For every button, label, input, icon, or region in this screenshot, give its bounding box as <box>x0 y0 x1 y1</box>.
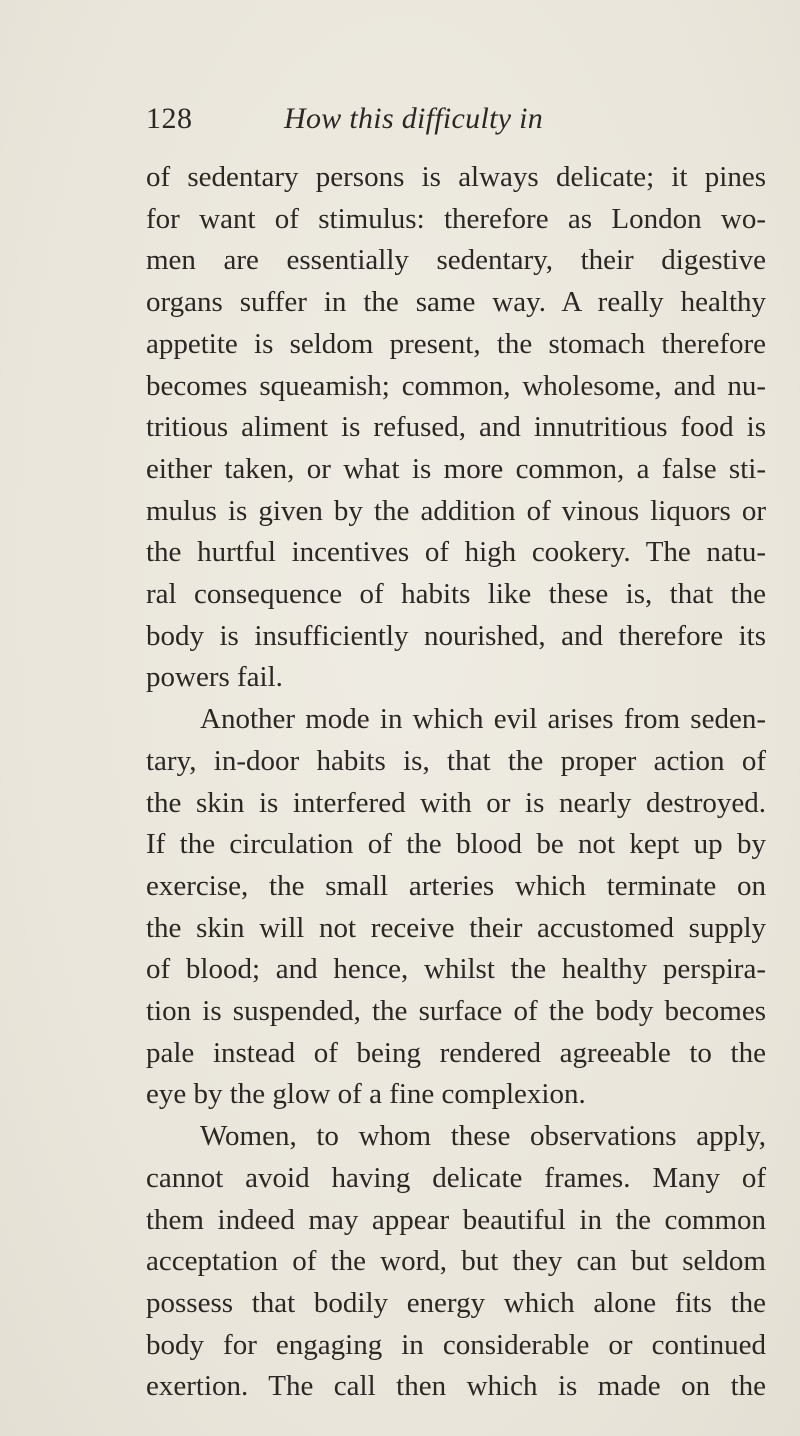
text-line: acceptation of the word, but they can but seldom <box>146 1245 766 1278</box>
text-line: appetite is seldom present, the stomach therefore <box>146 327 766 360</box>
text-line: ral consequence of habits like these is, that the <box>146 578 766 611</box>
text-line: the skin will not receive their accustomed supply <box>146 911 766 944</box>
text-line: eye by the glow of a fine complexion. <box>146 1078 586 1111</box>
text-line: exercise, the small arteries which terminate on <box>146 869 766 902</box>
text-line: cannot avoid having delicate frames. Many of <box>146 1161 766 1194</box>
text-line: them indeed may appear beautiful in the common <box>146 1203 766 1236</box>
body-text <box>146 157 766 1408</box>
text-line: If the circulation of the blood be not kept up by <box>146 828 766 861</box>
text-line: for want of stimulus: therefore as London wo- <box>146 202 766 235</box>
text-line: tritious aliment is refused, and innutritious food is <box>146 411 766 444</box>
text-line: mulus is given by the addition of vinous liquors or <box>146 494 766 527</box>
text-line: becomes squeamish; common, wholesome, and nu- <box>146 369 766 402</box>
text-line: body for engaging in considerable or continued <box>146 1328 766 1361</box>
text-line: of blood; and hence, whilst the healthy perspira- <box>146 953 766 986</box>
text-line: tion is suspended, the surface of the body becomes <box>146 995 766 1028</box>
text-line: body is insufficiently nourished, and therefore its <box>146 619 766 652</box>
text-line: pale instead of being rendered agreeable to the <box>146 1036 766 1069</box>
text-line: exertion. The call then which is made on the <box>146 1370 766 1403</box>
text-line: the skin is interfered with or is nearly destroyed. <box>146 786 766 819</box>
running-title: How this difficulty in <box>284 102 544 135</box>
text-line: powers fail. <box>146 661 283 694</box>
text-line: Another mode in which evil arises from seden- <box>200 703 766 736</box>
text-line: men are essentially sedentary, their digestive <box>146 244 766 277</box>
text-line: Women, to whom these observations apply, <box>200 1120 766 1153</box>
text-line: of sedentary persons is always delicate; it pines <box>146 161 766 193</box>
text-line: either taken, or what is more common, a false sti- <box>146 452 766 485</box>
text-line: tary, in-door habits is, that the proper action of <box>146 744 766 777</box>
running-head <box>146 100 706 144</box>
text-line: organs suffer in the same way. A really healthy <box>146 286 766 319</box>
page-number: 128 <box>146 102 193 135</box>
text-line: possess that bodily energy which alone fits the <box>146 1286 766 1319</box>
text-line: the hurtful incentives of high cookery. The natu- <box>146 536 766 569</box>
